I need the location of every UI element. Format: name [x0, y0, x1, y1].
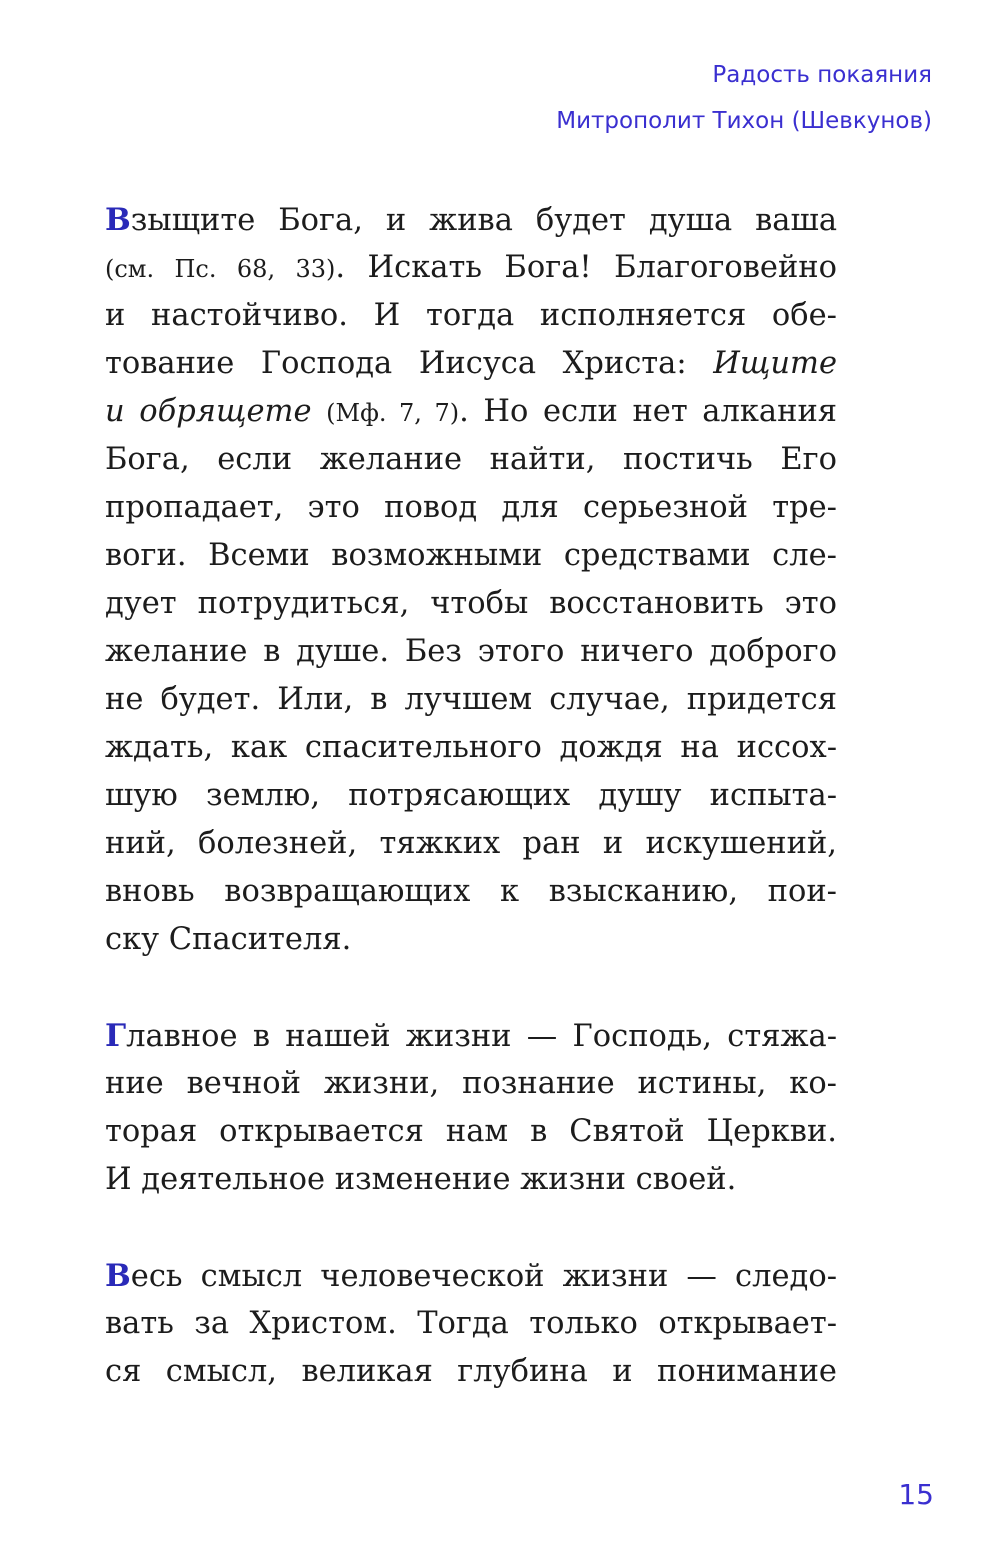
scripture-reference: (Мф. 7, 7): [326, 399, 460, 427]
text-line: [105, 532, 837, 580]
text-segment: есь смысл человеческой жизни — следо-: [130, 1259, 837, 1294]
text-line: [105, 820, 837, 868]
quotation-text: и обрящете: [105, 394, 312, 429]
body-text: [105, 196, 837, 1396]
text-segment: [312, 394, 327, 429]
text-line: [105, 1060, 837, 1108]
text-segment: не будет. Или, в лучшем случае, придется: [105, 682, 837, 717]
text-segment: ску Спасителя.: [105, 922, 352, 957]
text-line: [105, 916, 837, 964]
text-segment: Бога, если желание найти, постичь Его: [105, 442, 837, 477]
scripture-reference: (см. Пс. 68, 33): [105, 255, 336, 283]
text-segment: И деятельное изменение жизни своей.: [105, 1162, 737, 1197]
book-title: Радость покаяния: [712, 62, 932, 88]
author-name: Митрополит Тихон (Шевкунов): [556, 108, 932, 134]
text-line: [105, 1108, 837, 1156]
text-line: [105, 580, 837, 628]
drop-initial: Г: [105, 1018, 127, 1054]
text-segment: лавное в нашей жизни — Господь, стяжа-: [126, 1019, 837, 1054]
text-line: [105, 868, 837, 916]
text-segment: . Искать Бога! Благоговейно: [335, 250, 837, 285]
text-line: [105, 1012, 837, 1060]
text-line: [105, 628, 837, 676]
text-line: [105, 244, 837, 292]
drop-initial: В: [105, 202, 131, 238]
text-line: [105, 436, 837, 484]
quotation-text: Ищите: [713, 346, 837, 381]
text-line: [105, 724, 837, 772]
paragraph: [105, 1012, 837, 1204]
text-segment: тование Господа Иисуса Христа:: [105, 346, 714, 381]
text-line: [105, 1300, 837, 1348]
text-line: [105, 196, 837, 244]
text-segment: ние вечной жизни, познание истины, ко-: [105, 1066, 837, 1101]
text-segment: вновь возвращающих к взысканию, пои-: [105, 874, 837, 909]
paragraph: [105, 1252, 837, 1396]
text-line: [105, 1252, 837, 1300]
text-line: [105, 292, 837, 340]
text-line: [105, 340, 837, 388]
text-segment: и настойчиво. И тогда исполняется обе-: [105, 298, 837, 333]
drop-initial: В: [105, 1258, 131, 1294]
text-segment: пропадает, это повод для серьезной тре-: [105, 490, 837, 525]
text-segment: дует потрудиться, чтобы восстановить это: [105, 586, 837, 621]
text-segment: . Но если нет алкания: [459, 394, 838, 429]
text-segment: ждать, как спасительного дождя на иссох-: [105, 730, 837, 765]
text-line: [105, 1156, 837, 1204]
page-number: 15: [898, 1478, 934, 1511]
paragraph: [105, 196, 837, 964]
running-head: [556, 52, 932, 144]
text-segment: ся смысл, великая глубина и понимание: [105, 1354, 837, 1389]
text-line: [105, 388, 837, 436]
text-segment: ний, болезней, тяжких ран и искушений,: [105, 826, 837, 861]
text-line: [105, 484, 837, 532]
text-segment: зыщите Бога, и жива будет душа ваша: [130, 203, 837, 238]
text-line: [105, 676, 837, 724]
text-segment: торая открывается нам в Святой Церкви.: [105, 1114, 837, 1149]
text-segment: желание в душе. Без этого ничего доброго: [105, 634, 837, 669]
text-line: [105, 772, 837, 820]
text-line: [105, 1348, 837, 1396]
text-segment: шую землю, потрясающих душу испыта-: [105, 778, 837, 813]
text-segment: воги. Всеми возможными средствами сле-: [105, 538, 837, 573]
text-segment: вать за Христом. Тогда только открывает-: [105, 1306, 837, 1341]
